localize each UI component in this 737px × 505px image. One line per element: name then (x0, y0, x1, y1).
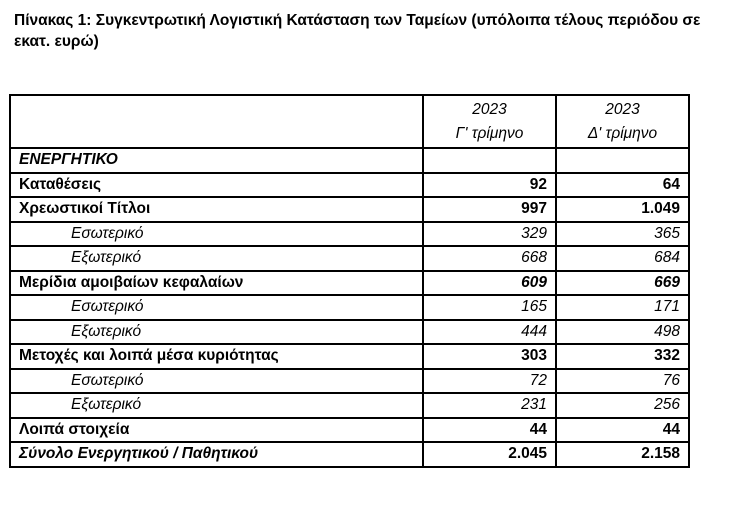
row-q3-value: 303 (423, 344, 556, 369)
table-row-assets-section (10, 148, 689, 173)
table-row-total (10, 442, 689, 467)
header-q3-year: 2023 (472, 100, 507, 118)
row-q3-value: 92 (423, 173, 556, 198)
row-q3-value: 997 (423, 197, 556, 222)
row-label: Σύνολο Ενεργητικού / Παθητικού (10, 442, 423, 467)
row-q3-value: 609 (423, 271, 556, 296)
row-q3-value: 2.045 (423, 442, 556, 467)
header-q4-year: 2023 (605, 100, 640, 118)
row-q4-value: 64 (556, 173, 689, 198)
row-q4-value: 171 (556, 295, 689, 320)
table-row-other-items (10, 418, 689, 443)
header-q3-cell (423, 95, 556, 148)
header-q4-cell (556, 95, 689, 148)
row-q4-value: 365 (556, 222, 689, 247)
table-title: Πίνακας 1: Συγκεντρωτική Λογιστική Κατάσταση των Ταμείων (υπόλοιπα τέλους περιόδου σε εκατ. ευρώ) (14, 12, 701, 50)
row-q3-value: 444 (423, 320, 556, 345)
row-q4-value: 256 (556, 393, 689, 418)
table-row-equity (10, 344, 689, 369)
row-label: ΕΝΕΡΓΗΤΙΚΟ (10, 148, 423, 173)
row-q4-value: 498 (556, 320, 689, 345)
table-row-equity-domestic (10, 369, 689, 394)
row-label: Εσωτερικό (10, 222, 423, 247)
row-q3-value (423, 148, 556, 173)
table-row-fund-shares (10, 271, 689, 296)
table-row-fund-domestic (10, 295, 689, 320)
header-q3-period: Γ' τρίμηνο (455, 124, 524, 142)
row-label: Εσωτερικό (10, 369, 423, 394)
table-row-fund-foreign (10, 320, 689, 345)
row-q4-value: 2.158 (556, 442, 689, 467)
row-label: Καταθέσεις (10, 173, 423, 198)
row-label: Μετοχές και λοιπά μέσα κυριότητας (10, 344, 423, 369)
row-q3-value: 165 (423, 295, 556, 320)
summary-table (9, 94, 690, 468)
header-blank-cell (10, 95, 423, 148)
row-q4-value: 1.049 (556, 197, 689, 222)
row-q3-value: 72 (423, 369, 556, 394)
row-q4-value: 332 (556, 344, 689, 369)
header-q4-period: Δ' τρίμηνο (587, 124, 658, 142)
table-row-debt-domestic (10, 222, 689, 247)
row-label: Εσωτερικό (10, 295, 423, 320)
table-row-debt-foreign (10, 246, 689, 271)
row-label: Εξωτερικό (10, 320, 423, 345)
table-row-equity-foreign (10, 393, 689, 418)
row-label: Εξωτερικό (10, 393, 423, 418)
row-q3-value: 668 (423, 246, 556, 271)
row-q4-value: 76 (556, 369, 689, 394)
row-label: Χρεωστικοί Τίτλοι (10, 197, 423, 222)
row-q4-value: 669 (556, 271, 689, 296)
row-q4-value: 684 (556, 246, 689, 271)
row-q3-value: 231 (423, 393, 556, 418)
table-row-debt-securities (10, 197, 689, 222)
table-row-deposits (10, 173, 689, 198)
row-label: Μερίδια αμοιβαίων κεφαλαίων (10, 271, 423, 296)
row-q4-value: 44 (556, 418, 689, 443)
row-label: Εξωτερικό (10, 246, 423, 271)
row-q3-value: 44 (423, 418, 556, 443)
row-q3-value: 329 (423, 222, 556, 247)
header-row (10, 95, 689, 148)
row-label: Λοιπά στοιχεία (10, 418, 423, 443)
row-q4-value (556, 148, 689, 173)
